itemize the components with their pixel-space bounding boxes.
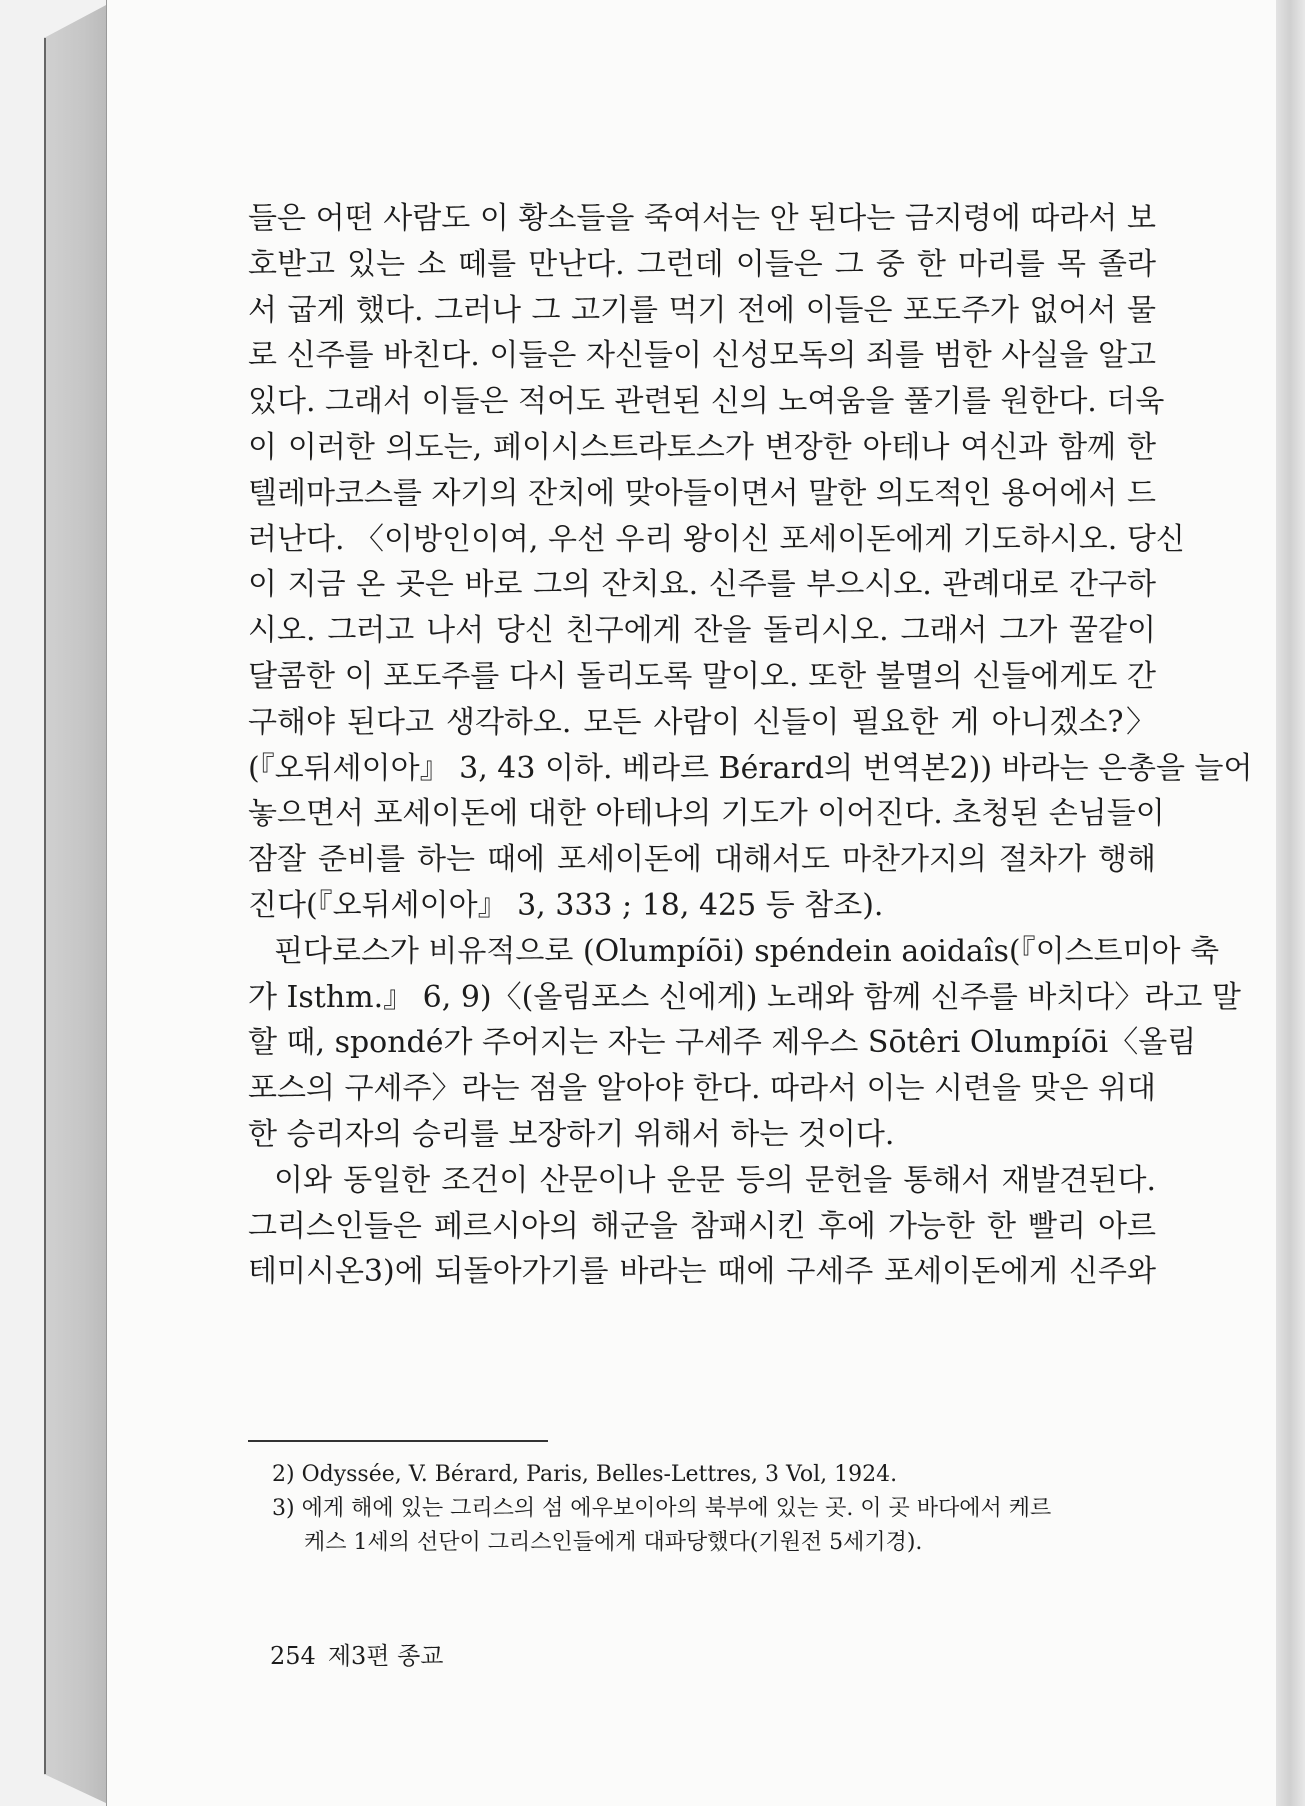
footnote-3: 3) 에게 해에 있는 그리스의 섬 에우보이아의 북부에 있는 곳. 이 곳 바다에서 케르 bbox=[272, 1496, 1052, 1521]
text-line: 구해야 된다고 생각하오. 모든 사람이 신들이 필요한 게 아니겠소?〉 bbox=[248, 704, 1156, 740]
footnotes bbox=[248, 1458, 1156, 1560]
text-line: 그리스인들은 페르시아의 해군을 참패시킨 후에 가능한 한 빨리 아르 bbox=[248, 1208, 1156, 1244]
text-line: 핀다로스가 비유적으로 (Olumpíōi) spéndein aoidaîs(『이스트미아 축 bbox=[274, 933, 1220, 969]
text-line: 텔레마코스를 자기의 잔치에 맞아들이면서 말한 의도적인 용어에서 드 bbox=[248, 475, 1156, 511]
text-line: 놓으면서 포세이돈에 대한 아테나의 기도가 이어진다. 초청된 손님들이 bbox=[248, 796, 1165, 832]
text-line: 가 Isthm.』 6, 9)〈(올림포스 신에게) 노래와 함께 신주를 바치다〉라고 말 bbox=[248, 979, 1241, 1015]
text-line: 호받고 있는 소 떼를 만난다. 그런데 이들은 그 중 한 마리를 목 졸라 bbox=[248, 246, 1156, 282]
text-line: 진다(『오뒤세이아』 3, 333 ; 18, 425 등 참조). bbox=[248, 887, 884, 923]
text-line: (『오뒤세이아』 3, 43 이하. 베라르 Bérard의 번역본2)) 바라는 은총을 늘어 bbox=[248, 750, 1253, 786]
text-line: 테미시온3)에 되돌아가기를 바라는 때에 구세주 포세이돈에게 신주와 bbox=[248, 1254, 1156, 1290]
text-line: 한 승리자의 승리를 보장하기 위해서 하는 것이다. bbox=[248, 1116, 895, 1152]
page bbox=[106, 0, 1276, 1806]
text-line: 할 때, spondé가 주어지는 자는 구세주 제우스 Sōtêri Olumpíōi〈올림 bbox=[248, 1025, 1197, 1061]
text-line: 서 굽게 했다. 그러나 그 고기를 먹기 전에 이들은 포도주가 없어서 물 bbox=[248, 292, 1156, 328]
page-number: 254 bbox=[270, 1642, 316, 1670]
text-line: 포스의 구세주〉라는 점을 알아야 한다. 따라서 이는 시련을 맞은 위대 bbox=[248, 1071, 1156, 1107]
spine-edge bbox=[44, 4, 46, 1804]
text-line: 있다. 그래서 이들은 적어도 관련된 신의 노여움을 풀기를 원한다. 더욱 bbox=[248, 384, 1165, 420]
text-line: 시오. 그러고 나서 당신 친구에게 잔을 돌리시오. 그래서 그가 꿀같이 bbox=[248, 613, 1156, 649]
text-line: 이 지금 온 곳은 바로 그의 잔치요. 신주를 부으시오. 관례대로 간구하 bbox=[248, 567, 1156, 603]
book-spine bbox=[44, 4, 109, 1804]
footnote-2: 2) Odyssée, V. Bérard, Paris, Belles-Lettres, 3 Vol, 1924. bbox=[272, 1462, 898, 1487]
text-line: 러난다. 〈이방인이여, 우선 우리 왕이신 포세이돈에게 기도하시오. 당신 bbox=[248, 521, 1185, 557]
text-line: 이 이러한 의도는, 페이시스트라토스가 변장한 아테나 여신과 함께 한 bbox=[248, 429, 1156, 465]
body-text bbox=[248, 196, 1253, 1295]
text-line: 잠잘 준비를 하는 때에 포세이돈에 대해서도 마찬가지의 절차가 행해 bbox=[248, 842, 1156, 878]
page-footer bbox=[270, 1636, 455, 1671]
section-title: 제3편 종교 bbox=[327, 1642, 444, 1670]
text-line: 달콤한 이 포도주를 다시 돌리도록 말이오. 또한 불멸의 신들에게도 간 bbox=[248, 658, 1156, 694]
text-line: 이와 동일한 조건이 산문이나 운문 등의 문헌을 통해서 재발견된다. bbox=[274, 1162, 1156, 1198]
footnote-divider bbox=[248, 1440, 548, 1442]
text-line: 로 신주를 바친다. 이들은 자신들이 신성모독의 죄를 범한 사실을 알고 bbox=[248, 338, 1156, 374]
text-line: 들은 어떤 사람도 이 황소들을 죽여서는 안 된다는 금지령에 따라서 보 bbox=[248, 201, 1156, 236]
page-edge-shadow bbox=[1275, 0, 1305, 1806]
footnote-3-continued: 케스 1세의 선단이 그리스인들에게 대파당했다(기원전 5세기경). bbox=[304, 1530, 923, 1555]
